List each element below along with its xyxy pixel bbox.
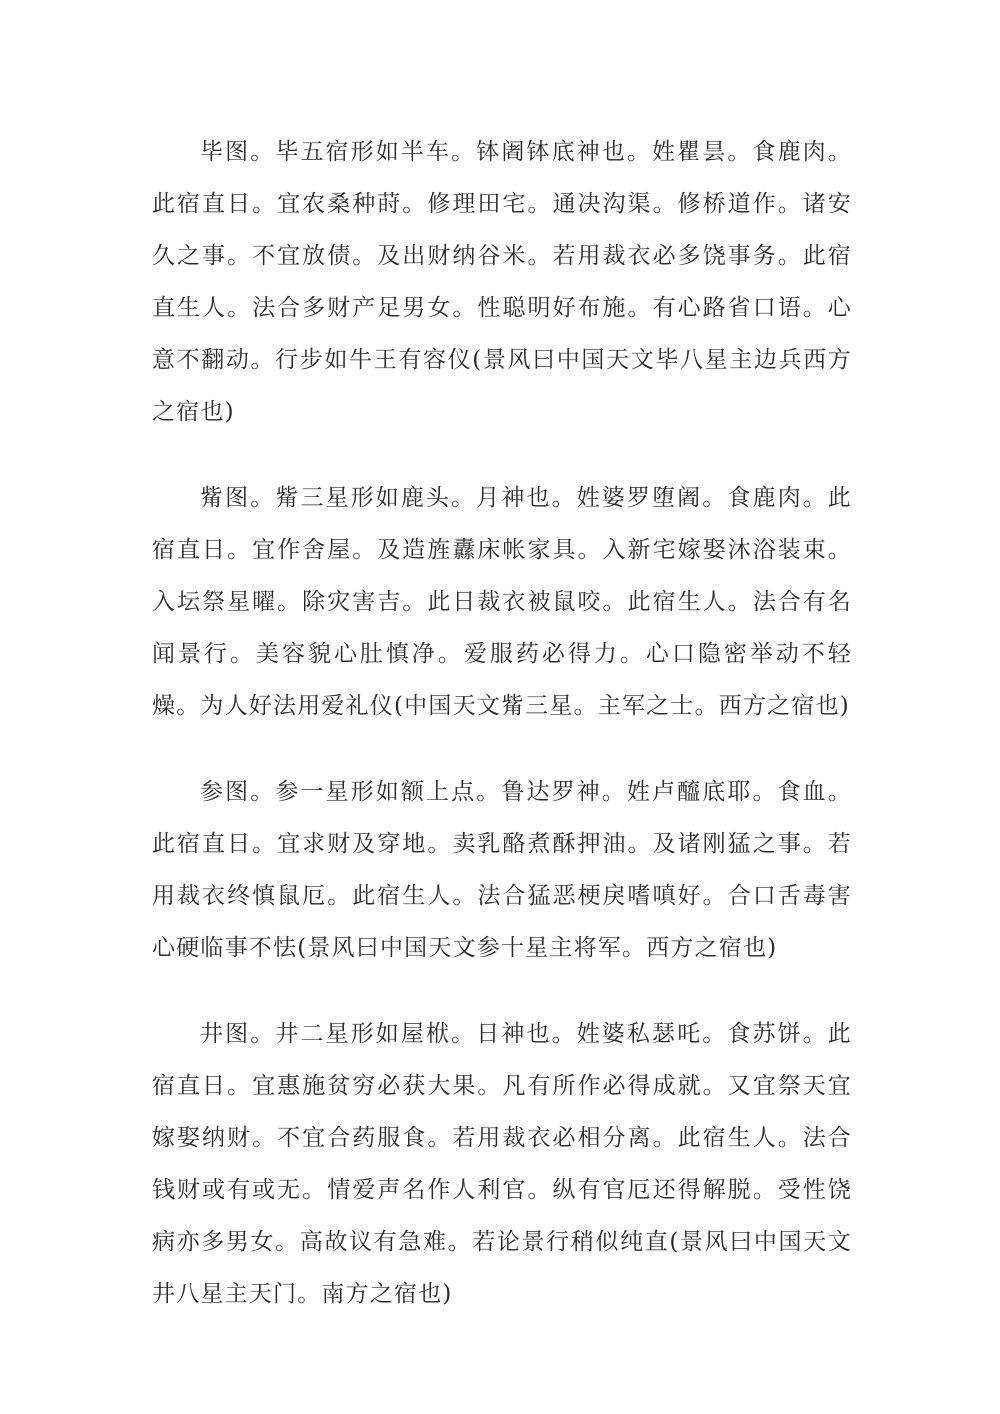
paragraph-jing: 井图。井二星形如屋栿。日神也。姓婆私瑟吒。食苏饼。此宿直日。宜惠施贫穷必获大果。凡有所作必得成就。又宜祭天宜嫁娶纳财。不宜合药服食。若用裁衣必相分离。此宿生人。法合钱财或有或无。情爱声名作人利官。纵有官厄还得解脱。受性饶病亦多男女。高故议有急难。若论景行稍似纯直(景风曰中国天文井八星主天门。南方之宿也) — [152, 1021, 852, 1307]
paragraph-bi: 毕图。毕五宿形如半车。钵阇钵底神也。姓瞿昙。食鹿肉。此宿直日。宜农桑种莳。修理田宅。通决沟渠。修桥道作。诸安久之事。不宜放债。及出财纳谷米。若用裁衣必多饶事务。此宿直生人。法合多财产足男女。性聪明好布施。有心路省口语。心意不翻动。行步如牛王有容仪(景风曰中国天文毕八星主边兵西方之宿也) — [152, 139, 852, 425]
paragraph-zi: 觜图。觜三星形如鹿头。月神也。姓婆罗堕阇。食鹿肉。此宿直日。宜作舍屋。及造旌纛床帐家具。入新宅嫁娶沐浴装束。入坛祭星曜。除灾害吉。此日裁衣被鼠咬。此宿生人。法合有名闻景行。美容貌心肚慎净。爱服药必得力。心口隐密举动不轻燥。为人好法用爱礼仪(中国天文觜三星。主军之士。西方之宿也) — [152, 485, 852, 719]
document-body — [152, 126, 852, 1354]
paragraph-shen: 参图。参一星形如额上点。鲁达罗神。姓卢醯底耶。食血。此宿直日。宜求财及穿地。卖乳酪煮酥押油。及诸刚猛之事。若用裁衣终慎鼠厄。此宿生人。法合猛恶梗戾嗜嗔好。合口舌毒害心硬临事不怯(景风曰中国天文参十星主将军。西方之宿也) — [152, 779, 852, 961]
